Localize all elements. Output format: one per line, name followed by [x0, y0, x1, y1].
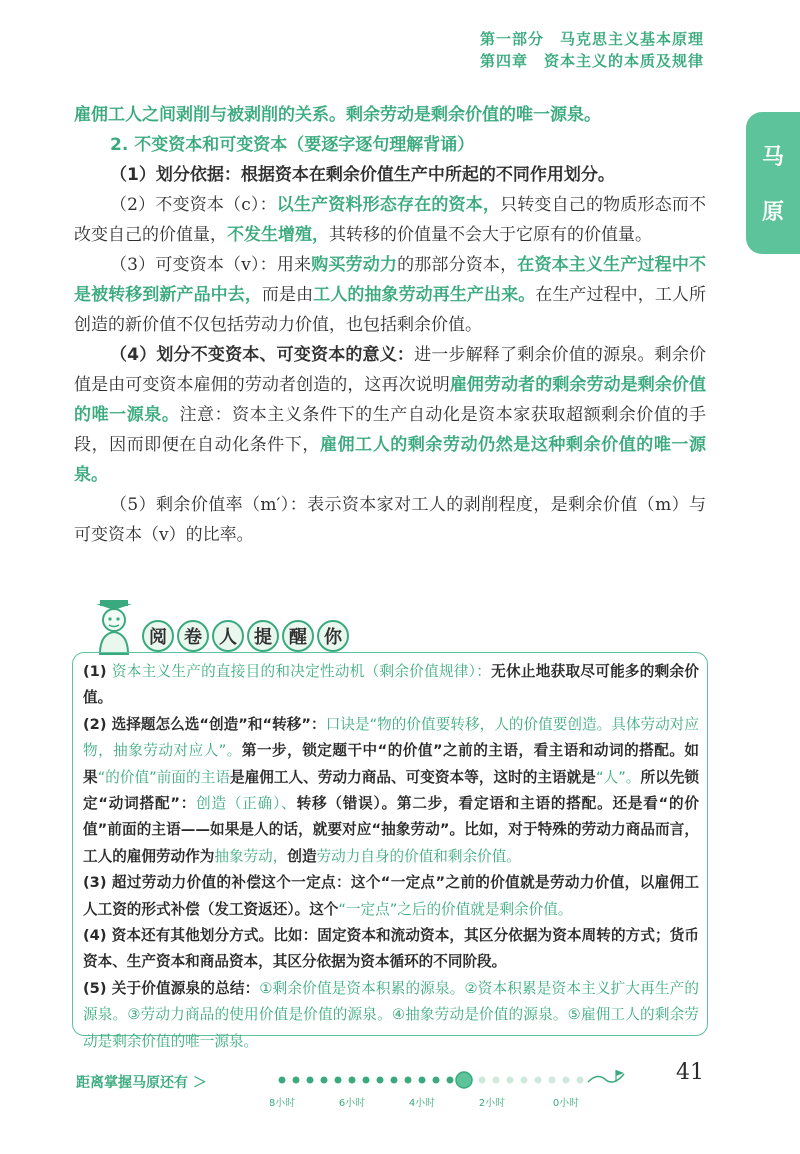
tip-title-char: 醒 [282, 620, 314, 652]
tip-title-char: 你 [317, 620, 349, 652]
tip5-label: (5) 关于价值源泉的总结： [83, 979, 260, 997]
tip2-highlight-6: 劳动力自身的价值和剩余价值。 [316, 847, 521, 865]
tip-title-char: 提 [247, 620, 279, 652]
study-progress-bar [270, 1066, 630, 1116]
p2-highlight-1: 以生产资料形态存在的资本， [276, 195, 501, 215]
p3-highlight-2: 在资本主义生产过程中不是被转移到新产品中去， [74, 255, 707, 305]
progress-label: 8小时 [270, 1098, 296, 1109]
p3-text-1: 的那部分资本， [397, 255, 518, 275]
p3-highlight-1: 购买劳动力 [311, 255, 398, 275]
p1-label: （1）划分依据： [110, 165, 241, 185]
p4-highlight-1: 雇佣劳动者的剩余劳动是剩余价值的唯一源泉。 [74, 375, 707, 425]
paragraph-3 [74, 250, 706, 340]
tip-item-2 [83, 712, 699, 870]
side-tab-bottom: 原 [761, 200, 784, 225]
page-number: 41 [676, 1060, 704, 1085]
section-side-tab [746, 112, 800, 254]
continuation-line: 雇佣工人之间剥削与被剥削的关系。剩余劳动是剩余价值的唯一源泉。 [74, 105, 601, 125]
progress-label: 4小时 [408, 1098, 436, 1109]
p3-text-3: 在生产过程中，工人所创造的新价值不仅包括劳动力价值，也包括剩余价值。 [74, 285, 707, 335]
tip-box [72, 652, 708, 1050]
p1-text: 根据资本在剩余价值生产中所起的不同作用划分。 [240, 165, 615, 185]
paragraph-5: （5）剩余价值率（m′）：表示资本家对工人的剥削程度，是剩余价值（m）与可变资本（v）的比率。 [74, 495, 706, 545]
tip2-text-1: 第一步，锁定题干中“的价值”之前的主语，看主语和动词的搭配。如果 [83, 742, 699, 786]
tip2-text-2: 是雇佣工人、劳动力商品、可变资本等，这时的主语就是 [229, 768, 596, 786]
tip-header [92, 596, 352, 656]
tip-title-char: 阅 [142, 620, 174, 652]
running-header [480, 28, 704, 72]
tip2-highlight-3: “人”。 [595, 768, 641, 786]
tip1-num: (1) [83, 663, 112, 680]
tip2-text-3: 所以先锁定“动词搭配”： [83, 768, 699, 813]
tip2-text-4: 转移（错误）。第二步，看定语和主语的搭配。还是看“的价值”前面的主语——如果是人的话，就要对应“抽象劳动”。比如，对于特殊的劳动力商品而言，工人的雇佣劳动作为 [83, 795, 700, 865]
tip2-highlight-5: 抽象劳动， [214, 847, 288, 865]
progress-label: 2小时 [478, 1098, 506, 1109]
tip-item-5 [83, 976, 699, 1055]
progress-label: 0小时 [552, 1098, 580, 1109]
section-heading: 2. 不变资本和可变资本（要逐字逐句理解背诵） [110, 135, 475, 155]
paragraph-1 [74, 160, 706, 190]
p2-text-2: 其转移的价值量不会大于它原有的价值量。 [329, 225, 652, 245]
tip-item-1 [83, 659, 699, 712]
progress-label: 6小时 [338, 1098, 366, 1109]
tip1-highlight: 资本主义生产的直接目的和决定性动机（剩余价值规律）： [111, 663, 492, 680]
tip-item-4: (4) 资本还有其他划分方式。比如：固定资本和流动资本，其区分依据为资本周转的方式；货币资本、生产资本和商品资本，其区分依据为资本循环的不同阶段。 [83, 927, 699, 971]
p3-text-2: 而是由 [261, 285, 314, 305]
p4-text-2: 注意：资本主义条件下的生产自动化是资本家获取超额剩余价值的手段，因而即便在自动化条件下， [74, 405, 707, 455]
tip2-text-5: 创造 [287, 847, 317, 865]
tip3-text: (3) 超过劳动力价值的补偿这个一定点：这个“一定点”之前的价值就是劳动力价值，以雇佣工人工资的形式补偿（发工资返还）。这个 [83, 874, 699, 918]
tip3-highlight: “一定点”之后的价值就是剩余价值。 [338, 900, 573, 918]
chapter-title: 第四章 资本主义的本质及规律 [479, 52, 704, 70]
progress-caption: 距离掌握马原还有 ＞ [76, 1075, 207, 1091]
tip2-highlight-2: “的价值”前面的主语 [97, 768, 230, 786]
p4-highlight-2: 雇佣工人的剩余劳动仍然是这种剩余价值的唯一源泉。 [74, 435, 706, 485]
teacher-icon [92, 596, 138, 656]
p2-label: （2）不变资本（c）： [110, 195, 277, 215]
tip-item-3 [83, 870, 699, 923]
p2-text-1: 只转变自己的物质形态而不改变自己的价值量， [74, 195, 707, 245]
side-tab-top: 马 [761, 145, 784, 170]
tip-title-char: 卷 [177, 620, 209, 652]
tip2-highlight-1: 口诀是“物的价值要转移，人的价值要创造。具体劳动对应物，抽象劳动对应人”。 [83, 715, 699, 760]
part-title: 第一部分 马克思主义基本原理 [479, 30, 704, 48]
p3-highlight-3: 工人的抽象劳动再生产出来。 [313, 285, 536, 305]
tip-title-char: 人 [212, 620, 244, 652]
tip2-label: (2) 选择题怎么选“创造”和“转移”： [83, 715, 326, 733]
tip1-text: 无休止地获取尽可能多的剩余价值。 [83, 663, 699, 707]
p3-label: （3）可变资本（v）：用来 [110, 255, 312, 275]
main-text [74, 100, 706, 550]
p4-text-1: 进一步解释了剩余价值的源泉。剩余价值是由可变资本雇佣的劳动者创造的，这再次说明 [74, 345, 707, 395]
tip-title [142, 620, 352, 652]
paragraph-4 [74, 340, 706, 490]
p2-highlight-2: 不发生增殖， [227, 225, 329, 245]
tip2-highlight-4: 创造（正确）、 [196, 795, 297, 813]
tip5-highlight: ①剩余价值是资本积累的源泉。②资本积累是资本主义扩大再生产的源泉。③劳动力商品的使用价值是价值的源泉。④抽象劳动是价值的源泉。⑤雇佣工人的剩余劳动是剩余价值的唯一源泉。 [83, 979, 700, 1050]
p4-label: （4）划分不变资本、可变资本的意义： [110, 345, 415, 365]
paragraph-2 [74, 190, 706, 250]
